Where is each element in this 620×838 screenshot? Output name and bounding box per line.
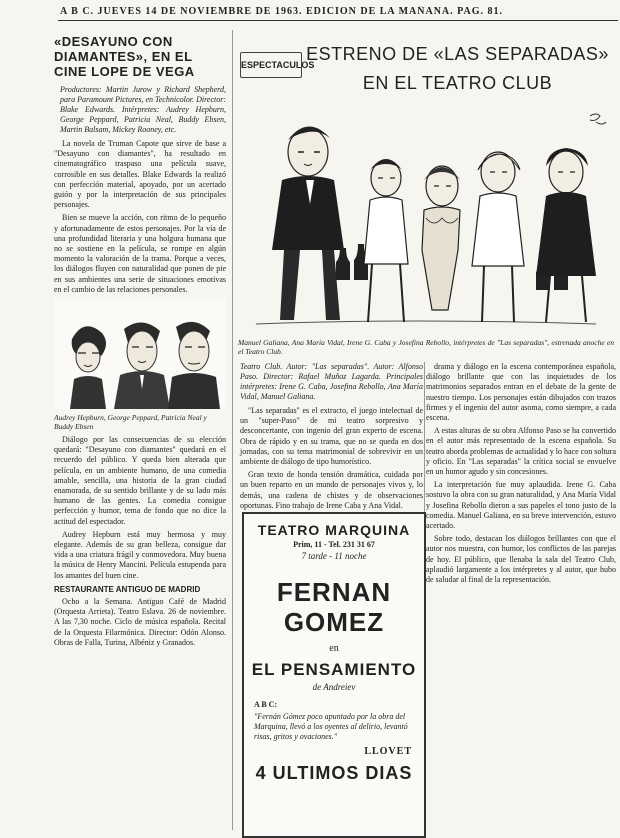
column-divider xyxy=(232,30,233,830)
review-paragraph: La interpretación fue muy aplaudida. Irene G. Caba sostuvo la obra con su gran naturalidad, y Ana María Vidal y Josefina Rebollo dieron a sus papeles el tono justo de la comedia. Manuel Galiana, en su breve intervención, estuvo acertado. xyxy=(426,480,616,531)
ad-times: 7 tarde - 11 noche xyxy=(301,551,367,561)
review-paragraph: "Las separadas" es el extracto, el juego intelectual de un "super-Paso" de mi teatro sorpresivo y desconcertante, con ingenio del gran experto de escena. Obra de rápido y en su trama, que no se queda en dos jornadas, con su tema matrimonial de sobrevivir en un ambiente de diálogo de tipo humorístico. xyxy=(240,406,423,467)
left-paragraph: Bien se mueve la acción, con ritmo de lo pequeño y afortunadamente de estos personajes. Por la vía de una profundidad literaria y una holgura humana que no se sostiene en la película, se rompe en algún momento la valoración de la trama. Porque a veces, los diálogos fluyen con naturalidad que ponen de pie en sus ambientes una serie de situaciones emotivas en el cambio de las relaciones personales. xyxy=(54,213,226,294)
left-article-title: «DESAYUNO CON DIAMANTES», EN EL CINE LOPE DE VEGA xyxy=(54,34,195,79)
ad-closing: 4 ULTIMOS DIAS xyxy=(255,763,413,783)
review-paragraph: drama y diálogo en la escena contemporánea española, diálogo brillante que con las inquietudes de los matrimonios separados entran en el debate de la gente de nuestro tiempo. Los personajes están dibujados con trazos firmes y el ingenio del autor asoma, como siempre, a cada escena. xyxy=(426,362,616,423)
film-photo-illustration xyxy=(54,299,226,409)
ad-address: Prim, 11 - Tel. 231 31 67 xyxy=(293,540,375,549)
ad-play-title: EL PENSAMIENTO xyxy=(251,660,417,679)
review-column xyxy=(240,362,423,514)
review-paragraph: Sobre todo, destacan los diálogos brillantes con que el autor nos muestra, con humor, los conflictos de las parejas de hoy. El público, que llenaba la sala del Teatro Club, aplaudió largamente a los intérpretes y al autor, que hubo de saludar al final de la representación. xyxy=(426,534,616,585)
left-article-credits: Productores: Martin Jurow y Richard Shepherd, para Paramount Pictures, en Technicolor. Director: Blake Edwards. Intérpretes: Audrey Hepburn, George Peppard, Patricia Neal, Buddy Ebsen, Martin Balsam, Mickey Rooney, etc. xyxy=(60,85,226,134)
left-paragraph: Ocho a la Semana. Antiguo Café de Madrid (Orquesta Arrieta). Teatro Eslava. 26 de noviembre. A las 7,30 noche. Ciclo de música española. Recital de la Orquesta Filarmónica. Director: Odón Alonso. Obras de Falla, Turina, Albéniz y Granados. xyxy=(54,596,226,647)
left-column xyxy=(54,34,226,651)
left-paragraph: La novela de Truman Capote que sirve de base a "Desayuno con diamantes", ha resultado en cinematográfico traspaso una película suave, corrosible en sus detalles. Blake Edwards la realizó con perfección material, apoyado, por un acertado guión y por la interpretación de sus principales personajes. xyxy=(54,139,226,210)
caricature-illustration xyxy=(236,100,616,336)
left-subhead: RESTAURANTE ANTIGUO DE MADRID xyxy=(54,584,201,594)
theatre-advertisement xyxy=(242,512,426,838)
ad-quote-source: A B C: xyxy=(254,700,278,709)
main-headline: ESTRENO DE «LAS SEPARADAS» EN EL TEATRO CLUB xyxy=(306,44,609,93)
page-header: A B C. JUEVES 14 DE NOVIEMBRE DE 1963. EDICION DE LA MAÑANA. PAG. 81. xyxy=(60,6,504,17)
ad-author: de Andreiev xyxy=(312,682,356,692)
review-paragraph: A estas alturas de su obra Alfonso Paso se ha convertido en el autor más representado de la escena española. Su teatro aborda problemas de actualidad y lo hace con soltura y oficio. En "Las separadas" la crítica social se envuelve en un humor agudo y sin concesiones. xyxy=(426,426,616,477)
ad-critic: LLOVET xyxy=(364,746,412,757)
header-rule xyxy=(58,20,618,21)
review-credits: Teatro Club. Autor: "Las separadas". Autor: Alfonso Paso. Director: Rafael Muñoz Lagarda. Principales intérpretes: Irene G. Caba, Josefina Rebollo, Ana María Vidal, Manuel Galiana. xyxy=(240,362,423,401)
left-paragraph: Diálogo por las consecuencias de su elección quedará: "Desayuno con diamantes" quedará en el recuerdo del público. Y queda bien alterada que película, en un ambiente humano, de una comedia amable, sencilla, una historia de la gran ciudad enamorada, de su sentido brillante y de su lado más humano de las gentes. La comedia consigue perfección y humor, tema de fondo que no dice la actitud del espectador. xyxy=(54,435,226,526)
cartoon-caption: Manuel Galiana, Ana María Vidal, Irene G. Caba y Josefina Rebollo, intérpretes de "Las separadas", estrenada anoche en el Teatro Club. xyxy=(238,338,614,356)
section-label: ESPECTACULOS xyxy=(240,52,302,78)
photo-caption: Audrey Hepburn, George Peppard, Patricia Neal y Buddy Ebsen xyxy=(54,413,207,432)
ad-star-name: FERNAN GOMEZ xyxy=(276,577,392,637)
ad-theatre-name: TEATRO MARQUINA xyxy=(257,522,411,538)
left-paragraph: Audrey Hepburn está muy hermosa y muy elegante. Además de su gran belleza, consigue dar vida a una criatura frágil y conmovedora. Muy buena la música de Henry Mancini. Película estupenda para los amantes del buen cine. xyxy=(54,529,226,580)
review-continuation-column xyxy=(426,362,616,588)
ad-quote: "Fernán Gómez poco apuntado por la obra del Marquina, llevó a los oyentes al delirio, levantó risas, gritos y ovaciones." xyxy=(254,712,408,741)
review-paragraph: Gran texto de honda tensión dramática, cuidada por un buen reparto en un mundo de personajes vivos y, lo demás, una cadena de chistes y de observaciones oportunas. Fino trabajo de Irene Caba y Ana Vidal. xyxy=(240,470,423,510)
ad-in: en xyxy=(329,643,339,654)
